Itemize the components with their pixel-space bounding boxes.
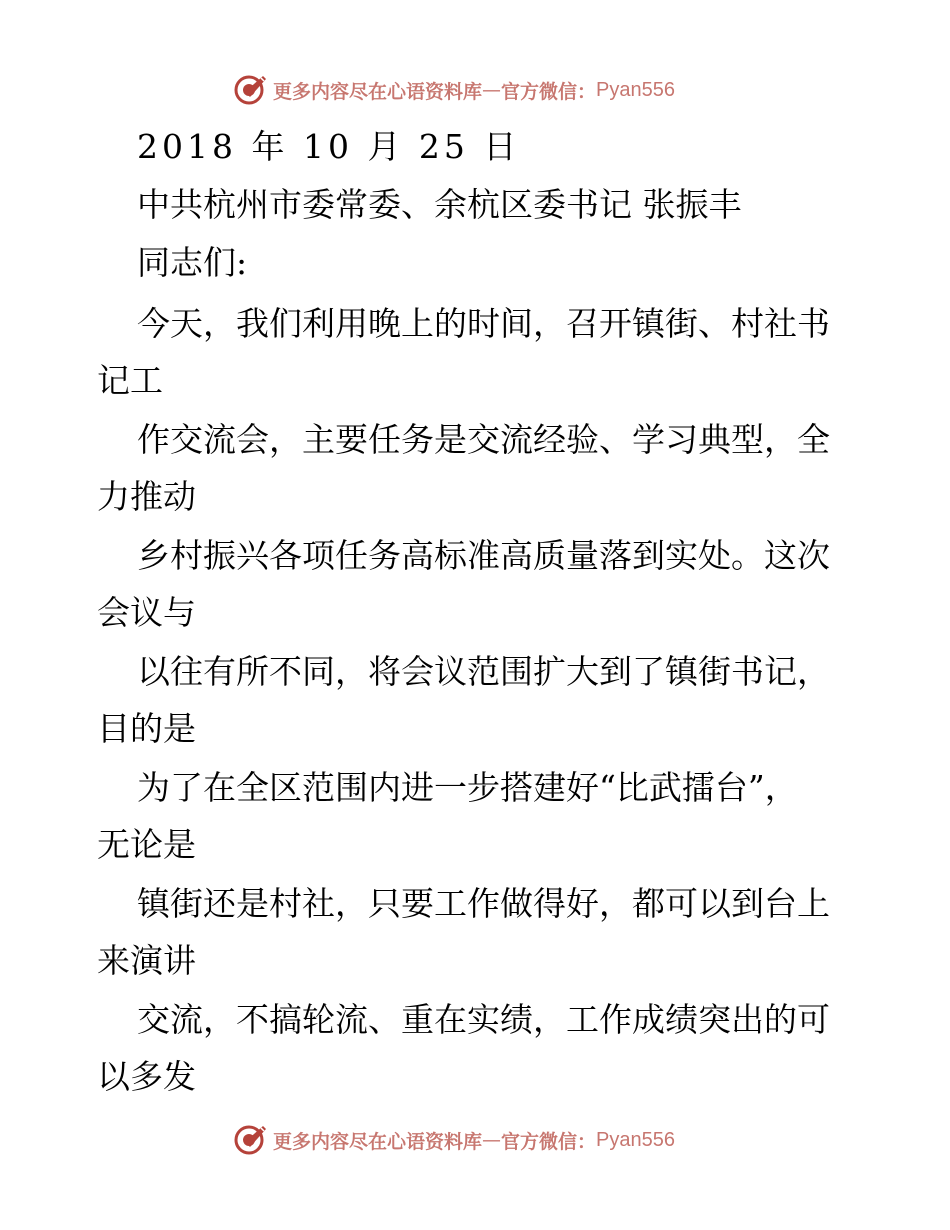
- banner-wechat-id: Pyan556: [596, 78, 675, 101]
- pen-nib-logo-icon: [233, 1122, 269, 1158]
- paragraph-line: 为了在全区范围内进一步搭建好“比武擂台”，: [137, 768, 798, 807]
- document-author: 中共杭州市委常委、余杭区委书记 张振丰: [137, 185, 742, 224]
- banner-site-text: 更多内容尽在心语资料库: [273, 80, 483, 103]
- document-date: 2018 年 10 月 25 日: [137, 127, 521, 166]
- paragraph-line: 力推动: [97, 477, 196, 516]
- footer-banner: [233, 1120, 675, 1160]
- paragraph-line: 交流，不搞轮流、重在实绩，工作成绩突出的可: [137, 1000, 830, 1039]
- banner-wechat-id: Pyan556: [596, 1128, 675, 1151]
- paragraph-line: 目的是: [97, 709, 196, 748]
- banner-separator: —: [482, 79, 502, 101]
- paragraph-line: 以往有所不同，将会议范围扩大到了镇街书记，: [137, 652, 830, 691]
- paragraph-line: 来演讲: [97, 941, 196, 980]
- paragraph-line: 会议与: [97, 593, 196, 632]
- banner-separator: —: [482, 1129, 502, 1151]
- paragraph-line: 记工: [97, 361, 163, 400]
- paragraph-line: 乡村振兴各项任务高标准高质量落到实处。这次: [137, 536, 830, 575]
- document-salutation: 同志们:: [137, 243, 248, 282]
- paragraph-line: 镇街还是村社，只要工作做得好，都可以到台上: [137, 884, 830, 923]
- paragraph-line: 今天，我们利用晚上的时间，召开镇街、村社书: [137, 304, 830, 343]
- paragraph-line: 作交流会，主要任务是交流经验、学习典型，全: [137, 420, 830, 459]
- banner-wechat-label: 官方微信：: [501, 1130, 597, 1153]
- paragraph-line: 无论是: [97, 825, 196, 864]
- banner-site-text: 更多内容尽在心语资料库: [273, 1130, 483, 1153]
- paragraph-line: 以多发: [97, 1057, 196, 1096]
- banner-wechat-label: 官方微信：: [501, 80, 597, 103]
